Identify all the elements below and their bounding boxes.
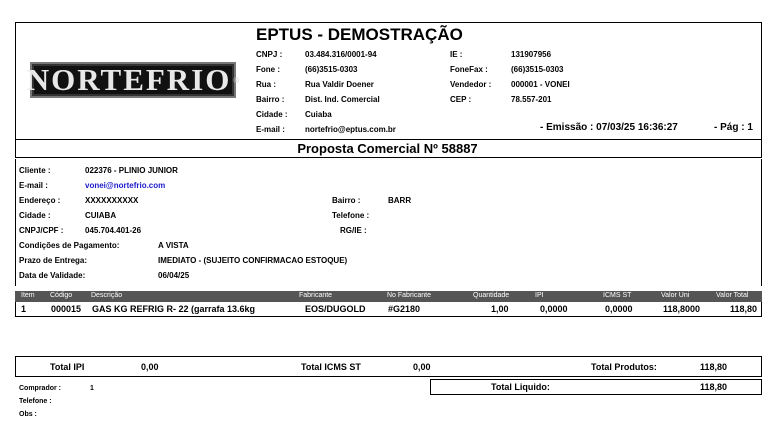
col-valor-total: Valor Total: [716, 292, 749, 299]
total-icms-label: Total ICMS ST: [301, 362, 361, 372]
fonefax-value: (66)3515-0303: [511, 65, 564, 74]
page-number: - Pág : 1: [714, 122, 753, 133]
endereco-value: XXXXXXXXXX: [85, 196, 139, 205]
cep-value: 78.557-201: [511, 95, 552, 104]
cnpj-label: CNPJ :: [256, 50, 283, 59]
total-ipi-label: Total IPI: [50, 362, 85, 372]
entrega-value: IMEDIATO - (SUJEITO CONFIRMACAO ESTOQUE): [158, 256, 348, 265]
total-produtos-label: Total Produtos:: [591, 362, 657, 372]
client-value: 022376 - PLINIO JUNIOR: [85, 166, 178, 175]
comprador-value: 1: [90, 385, 94, 392]
col-icms-st: ICMS ST: [603, 292, 632, 299]
col-fabricante: Fabricante: [299, 292, 333, 299]
row-descricao: GAS KG REFRIG R- 22 (garrafa 13.6kg: [92, 304, 256, 314]
col-ipi: IPI: [535, 292, 544, 299]
obs-label: Obs :: [19, 411, 37, 418]
client-telefone-label: Telefone :: [332, 211, 370, 220]
client-info-box: [15, 159, 762, 286]
company-name: EPTUS - DEMOSTRAÇÃO: [256, 25, 463, 44]
email-label: E-mail :: [256, 125, 285, 134]
bairro-value: Dist. Ind. Comercial: [305, 95, 380, 104]
client-cidade-label: Cidade :: [19, 211, 51, 220]
client-bairro-label: Bairro :: [332, 196, 361, 205]
nortefrio-logo: [26, 62, 240, 98]
col-codigo: Código: [50, 292, 73, 299]
email-value: nortefrio@eptus.com.br: [305, 125, 396, 134]
table-row: [15, 302, 762, 317]
emissao-text: - Emissão : 07/03/25 16:36:27: [540, 122, 678, 133]
endereco-label: Endereço :: [19, 196, 61, 205]
footer-telefone-label: Telefone :: [19, 398, 52, 405]
row-icms-st: 0,0000: [605, 304, 633, 314]
cidade-value: Cuiaba: [305, 110, 332, 119]
client-cnpj-label: CNPJ/CPF :: [19, 226, 64, 235]
entrega-label: Prazo de Entrega:: [19, 256, 88, 265]
pagamento-value: A VISTA: [158, 241, 189, 250]
col-descricao: Descrição: [91, 292, 123, 299]
rua-label: Rua :: [256, 80, 276, 89]
fonefax-label: FoneFax :: [450, 65, 488, 74]
row-item: 1: [21, 304, 27, 314]
registered-mark: ®: [233, 75, 240, 85]
logo-text: NORTEFRIO: [26, 62, 232, 97]
total-ipi-value: 0,00: [141, 362, 159, 372]
comprador-label: Comprador :: [19, 385, 61, 392]
client-label: Cliente :: [19, 166, 51, 175]
client-cnpj-value: 045.704.401-26: [85, 226, 142, 235]
fone-label: Fone :: [256, 65, 280, 74]
cidade-label: Cidade :: [256, 110, 288, 119]
total-icms-value: 0,00: [413, 362, 431, 372]
items-table-header: [15, 291, 762, 302]
client-email-value: vonei@nortefrio.com: [85, 181, 166, 190]
row-ipi: 0,0000: [540, 304, 568, 314]
col-valor-uni: Valor Uni: [661, 292, 690, 299]
cnpj-value: 03.484.316/0001-94: [305, 50, 377, 59]
total-liquido-box: [430, 379, 762, 395]
pagamento-label: Condições de Pagamento:: [19, 241, 120, 250]
row-fabricante: EOS/DUGOLD: [305, 304, 366, 314]
cep-label: CEP :: [450, 95, 472, 104]
col-no-fabricante: No Fabricante: [387, 292, 431, 299]
validade-label: Data de Validade:: [19, 271, 86, 280]
row-valor-uni: 118,8000: [663, 304, 701, 314]
fone-value: (66)3515-0303: [305, 65, 358, 74]
proposal-title: Proposta Comercial Nº 58887: [297, 141, 478, 156]
proposal-separator: [15, 139, 762, 140]
client-rgie-label: RG/IE :: [340, 226, 367, 235]
vendedor-label: Vendedor :: [450, 80, 492, 89]
validade-value: 06/04/25: [158, 271, 190, 280]
row-quantidade: 1,00: [491, 304, 509, 314]
total-produtos-value: 118,80: [700, 362, 728, 372]
row-codigo: 000015: [51, 304, 82, 314]
rua-value: Rua Valdir Doener: [305, 80, 374, 89]
ie-label: IE :: [450, 50, 463, 59]
bairro-label: Bairro :: [256, 95, 285, 104]
totals-box: [15, 356, 762, 377]
client-email-label: E-mail :: [19, 181, 48, 190]
col-quantidade: Quantidade: [473, 292, 510, 299]
ie-value: 131907956: [511, 50, 552, 59]
total-liquido-label: Total Liquido:: [491, 382, 550, 392]
vendedor-value: 000001 - VONEI: [511, 80, 570, 89]
row-no-fabricante: #G2180: [388, 304, 421, 314]
total-liquido-value: 118,80: [700, 382, 728, 392]
col-item: Item: [21, 292, 35, 299]
client-cidade-value: CUIABA: [85, 211, 117, 220]
row-valor-total: 118,80: [730, 304, 758, 314]
client-bairro-value: BARR: [388, 196, 412, 205]
